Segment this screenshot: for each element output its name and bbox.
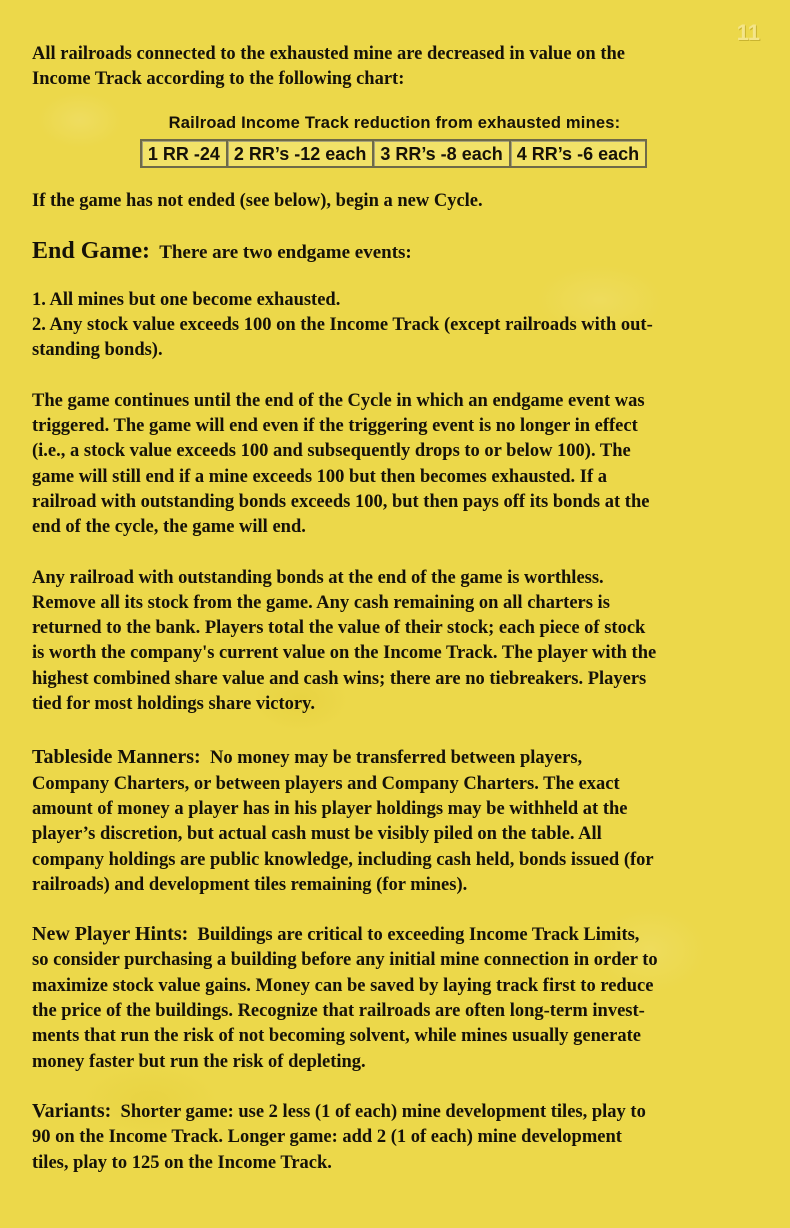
end-game-heading: End Game: — [32, 237, 151, 264]
hints-text: Buildings are critical to exceeding Income Track Limits, — [197, 925, 640, 946]
reduction-cell-3rr: 3 RR’s -8 each — [372, 139, 510, 168]
variants-heading: Variants: — [32, 1099, 112, 1122]
reduction-table-title: Railroad Income Track reduction from exhausted mines: — [168, 113, 621, 132]
end-game-para2: Remove all its stock from the game. Any cash remaining on all charters is — [32, 592, 610, 613]
end-game-para1: The game continues until the end of the Cycle in which an endgame event was — [32, 390, 645, 411]
variants-text: 90 on the Income Track. Longer game: add 2 (1 of each) mine development — [32, 1127, 622, 1148]
variants-text: tiles, play to 125 on the Income Track. — [32, 1152, 332, 1173]
rules-text — [32, 42, 757, 1176]
tableside-text: company holdings are public knowledge, including cash held, bonds issued (for — [32, 849, 654, 870]
tableside-line — [32, 745, 757, 771]
hints-line — [32, 922, 757, 948]
reduction-cell-2rr: 2 RR’s -12 each — [226, 139, 374, 168]
tableside-text: railroads) and development tiles remaining (for mines). — [32, 874, 468, 895]
variants-line — [32, 1099, 757, 1125]
reduction-cell-4rr: 4 RR’s -6 each — [509, 139, 647, 168]
endgame-event-2-cont: standing bonds). — [32, 340, 163, 361]
reduction-cell-1rr: 1 RR -24 — [140, 139, 228, 168]
endgame-event-2: 2. Any stock value exceeds 100 on the Income Track (except railroads with out- — [32, 315, 653, 336]
end-game-para2: is worth the company's current value on the Income Track. The player with the — [32, 643, 657, 664]
end-game-para2: highest combined share value and cash wins; there are no tiebreakers. Players — [32, 668, 647, 689]
endgame-event-1: 1. All mines but one become exhausted. — [32, 289, 341, 310]
tableside-text: amount of money a player has in his player holdings may be withheld at the — [32, 798, 628, 819]
end-game-intro: There are two endgame events: — [159, 241, 412, 263]
tableside-text: No money may be transferred between players, — [209, 748, 583, 769]
tableside-text: player’s discretion, but actual cash must be visibly piled on the table. All — [32, 824, 602, 845]
hints-text: money faster but run the risk of depleting. — [32, 1051, 366, 1072]
hints-text: maximize stock value gains. Money can be saved by laying track first to reduce — [32, 975, 654, 996]
end-game-para2: tied for most holdings share victory. — [32, 694, 315, 715]
intro-line: All railroads connected to the exhausted mine are decreased in value on the — [32, 44, 625, 64]
end-game-para2: Any railroad with outstanding bonds at the end of the game is worthless. — [32, 567, 604, 588]
hints-text: so consider purchasing a building before any initial mine connection in order to — [32, 950, 658, 971]
end-game-para1: game will still end if a mine exceeds 100 but then becomes exhausted. If a — [32, 466, 608, 487]
end-game-para1: (i.e., a stock value exceeds 100 and subsequently drops to or below 100). The — [32, 441, 631, 462]
end-game-para1: end of the cycle, the game will end. — [32, 517, 306, 538]
reduction-table — [32, 139, 757, 168]
intro-line: Income Track according to the following chart: — [32, 69, 405, 90]
hints-text: the price of the buildings. Recognize that railroads are often long-term invest- — [32, 1001, 645, 1022]
end-game-line — [32, 236, 757, 268]
new-cycle-text: If the game has not ended (see below), begin a new Cycle. — [32, 190, 483, 211]
end-game-para1: railroad with outstanding bonds exceeds 100, but then pays off its bonds at the — [32, 491, 650, 512]
hints-heading: New Player Hints: — [32, 923, 189, 946]
variants-text: Shorter game: use 2 less (1 of each) mine development tiles, play to — [120, 1101, 646, 1122]
hints-text: ments that run the risk of not becoming solvent, while mines usually generate — [32, 1026, 641, 1047]
page-number: 11 — [736, 20, 760, 45]
end-game-para2: returned to the bank. Players total the value of their stock; each piece of stock — [32, 618, 646, 639]
end-game-para1: triggered. The game will end even if the triggering event is no longer in effect — [32, 416, 638, 437]
tableside-text: Company Charters, or between players and Company Charters. The exact — [32, 773, 620, 794]
tableside-heading: Tableside Manners: — [32, 746, 201, 769]
